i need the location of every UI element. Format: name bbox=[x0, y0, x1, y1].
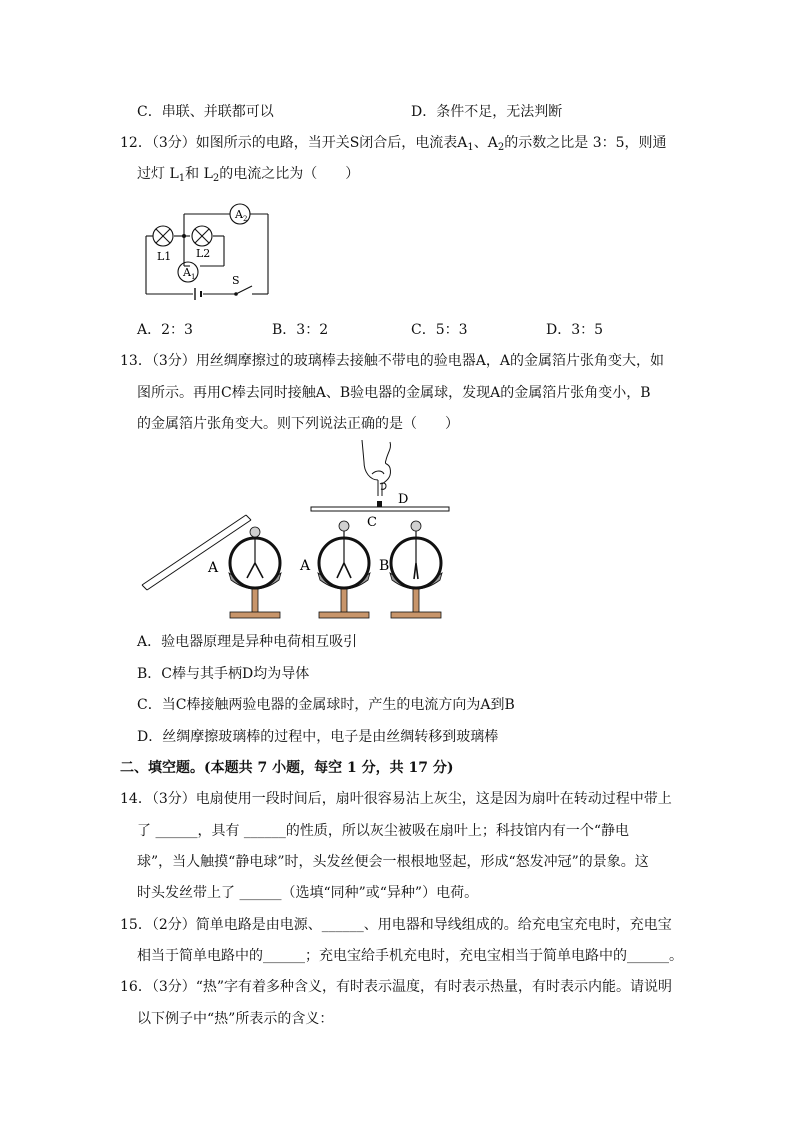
q11-option-c: C．串联、并联都可以 bbox=[137, 104, 274, 120]
switch-s-label: S bbox=[232, 274, 240, 287]
q16-stem-line2: 以下例子中“热”所表示的含义： bbox=[137, 1011, 334, 1027]
q13-stem-line1: 13．（3分）用丝绸摩擦过的玻璃棒去接触不带电的验电器A，A的金属箔片张角变大，如 bbox=[120, 353, 664, 369]
q13-option-a: A．验电器原理是异种电荷相互吸引 bbox=[137, 634, 358, 650]
q16-stem-line1: 16．（3分）“热”字有着多种含义，有时表示温度，有时表示热量，有时表示内能。请说明 bbox=[120, 979, 673, 995]
q14-stem-line2: 了 ______，具有 ______的性质，所以灰尘被吸在扇叶上；科技馆内有一个“静电 bbox=[137, 823, 630, 839]
q12-option-c: C．5：3 bbox=[411, 322, 468, 338]
q12-option-b: B．3：2 bbox=[272, 322, 329, 338]
q12-option-a: A．2：3 bbox=[137, 322, 193, 338]
q12-circuit-diagram bbox=[140, 198, 280, 302]
q13-stem-line3: 的金属箔片张角变大。则下列说法正确的是（ ） bbox=[137, 416, 459, 432]
label-electroscope-b: B bbox=[379, 558, 390, 574]
q13-option-d: D．丝绸摩擦玻璃棒的过程中，电子是由丝绸转移到玻璃棒 bbox=[137, 729, 499, 745]
q12-stem-line1: 12．（3分）如图所示的电路，当开关S闭合后，电流表$A_1$、$A_2$的示数之比是 3：5，则通 bbox=[120, 135, 667, 153]
label-electroscope-a2: A bbox=[300, 558, 311, 574]
q14-stem-line1: 14．（3分）电扇使用一段时间后，扇叶很容易沾上灰尘，这是因为扇叶在转动过程中带上 bbox=[120, 791, 672, 807]
q13-stem-line2: 图所示。再用C棒去同时接触A、B验电器的金属球，发现A的金属箔片张角变小，B bbox=[137, 385, 651, 401]
lamp-l2-label: L2 bbox=[196, 247, 211, 260]
label-handle-d: D bbox=[398, 492, 409, 507]
q14-stem-line4: 时头发丝带上了 ______（选填“同种”或“异种”）电荷。 bbox=[137, 885, 479, 901]
section-2-heading: 二、填空题。(本题共 7 小题，每空 1 分，共 17 分) bbox=[120, 760, 454, 776]
q13-option-c: C．当C棒接触两验电器的金属球时，产生的电流方向为A到B bbox=[137, 697, 515, 713]
label-electroscope-a: A bbox=[208, 560, 219, 576]
q12-stem-line2: 过灯 $L_1$和 $L_2$的电流之比为（ ） bbox=[137, 166, 360, 184]
q15-stem-line2: 相当于简单电路中的______；充电宝给手机充电时，充电宝相当于简单电路中的______。 bbox=[137, 948, 683, 964]
lamp-l1-label: L1 bbox=[157, 250, 172, 263]
electroscope-b bbox=[390, 521, 442, 618]
q13-option-b: B．C棒与其手柄D均为导体 bbox=[137, 666, 310, 682]
electroscope-a-pair bbox=[318, 521, 370, 618]
q15-stem-line1: 15．（2分）简单电路是由电源、______、用电器和导线组成的。给充电宝充电时，充电宝 bbox=[120, 917, 672, 933]
electroscope-a-single bbox=[229, 527, 281, 618]
label-rod-c: C bbox=[367, 515, 377, 530]
q13-electroscope-figure bbox=[140, 440, 460, 622]
ammeter-a2-label: $A_2$ bbox=[235, 208, 248, 223]
ammeter-a1-label: $A_1$ bbox=[183, 266, 196, 281]
q12-option-d: D．3：5 bbox=[546, 322, 604, 338]
q14-stem-line3: 球”，当人触摸“静电球”时，头发丝便会一根根地竖起，形成“怒发冲冠”的景象。这 bbox=[137, 854, 649, 870]
q11-option-d: D．条件不足，无法判断 bbox=[411, 104, 563, 120]
